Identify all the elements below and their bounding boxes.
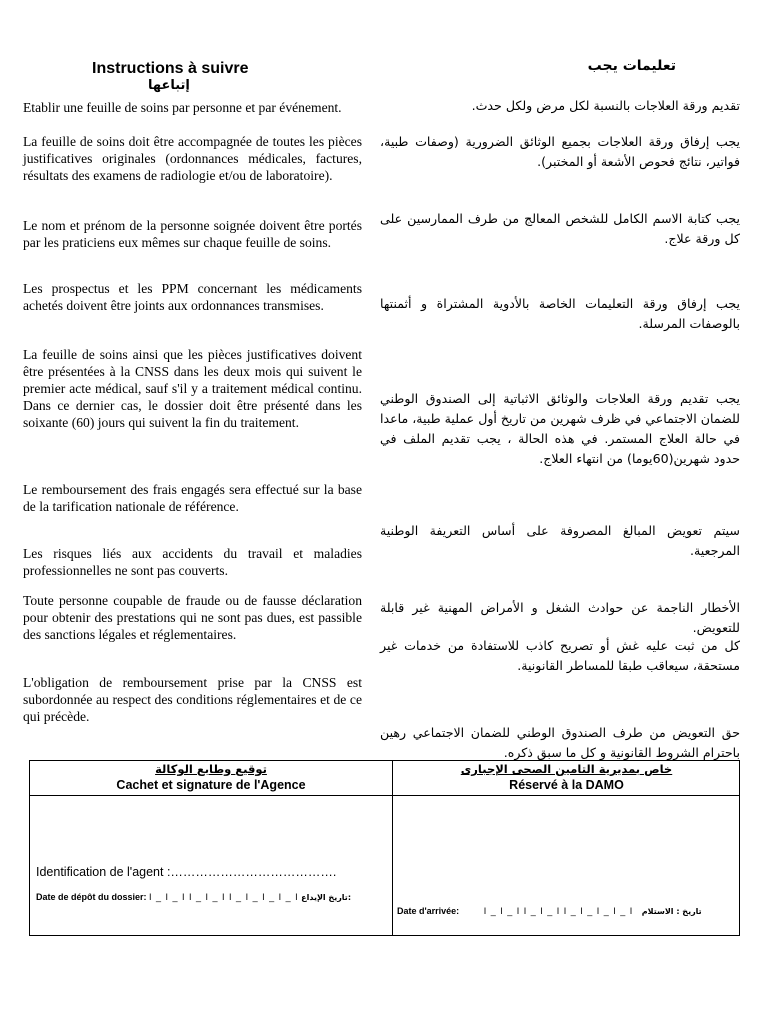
ar-instruction-8: كل من ثبت عليه غش أو تصريح كاذب للاستفادة من خدمات غير مستحقة، سيعاقب طبقا للمساطر القانونية. [380,638,740,673]
deposit-date-boxes: I _ I _ I I _ I _ I I _ I _ I _ I _ I [149,892,299,902]
ar-instruction-9: حق التعويض من طرف الصندوق الوطني للضمان الاجتماعي رهين باحترام الشروط القانونية و كل ما سبق ذكره. [380,725,740,760]
arrival-date-label: Date d'arrivée: [397,906,460,916]
fr-instruction-5: La feuille de soins ainsi que les pièces justificatives doivent être présentées à la CNSS dans les deux mois qui suivent le premier acte médical, sauf s'il y a traitement médical continu. Dans ce dernier cas, le dossier doit être présenté dans les soixante (60) jours qui suivent la fin du traitement. [23,347,362,430]
fr-instruction-1: Etablir une feuille de soins par personne et par événement. [23,100,342,115]
deposit-date-label-ar: تاريخ الإيداع: [301,893,352,902]
fr-instruction-6: Le remboursement des frais engagés sera effectué sur la base de la tarification nationale de référence. [23,482,362,514]
ar-instruction-3: يجب كتابة الاسم الكامل للشخص المعالج من طرف الممارسين على كل ورقة علاج. [380,211,740,246]
ar-instruction-4: يجب إرفاق ورقة التعليمات الخاصة بالأدوية المشتراة و أثمنتها بالوصفات المرسلة. [380,296,740,331]
fr-instruction-8: Toute personne coupable de fraude ou de fausse déclaration pour obtenir des prestations qui ne sont pas dues, est passible des sanctions légales et réglementaires. [23,593,362,642]
title-ar: تعليمات يجب [587,58,676,74]
title-fr-arabic: إتباعها [148,78,190,93]
ar-instruction-5: يجب تقديم ورقة العلاجات والوثائق الاثباتية إلى الصندوق الوطني للضمان الاجتماعي في ظرف شهرين من تاريخ أول عملية طبية، ماعدا في حالة العلاج المستمر. في هذه الحالة ، يجب تقديم الملف في حدود شهرين(60يوما) من انتهاء العلاج. [380,391,740,466]
arrival-date-label-ar: تاريخ : الاستلام [641,907,702,916]
fr-instruction-2: La feuille de soins doit être accompagnée de toutes les pièces justificatives originales (ordonnances médicales, factures, résultats des examens de radiologie et/ou de laboratoire). [23,134,362,183]
fr-instruction-7: Les risques liés aux accidents du travail et maladies professionnelles ne sont pas couverts. [23,546,362,578]
ar-instruction-2: يجب إرفاق ورقة العلاجات بجميع الوثائق الضرورية (وصفات طبية، فواتير، نتائج فحوص الأشعة أو المختبر). [380,134,740,169]
box-header-line [30,795,739,796]
ar-instruction-1: تقديم ورقة العلاجات بالنسبة لكل مرض ولكل حدث. [471,98,740,113]
agency-title-fr: Cachet et signature de l'Agence [116,778,306,792]
deposit-date-label: Date de dépôt du dossier: [36,892,147,902]
arrival-date-boxes: I _ I _ I I _ I _ I I _ I _ I _ I _ I [483,906,634,916]
agency-title-ar: توقيع وطابع الوكالة [155,762,267,776]
damo-title-fr: Réservé à la DAMO [509,778,624,792]
damo-title-ar: خاص بمديرية التامين الصحى الإجبارى [460,762,673,776]
fr-instruction-3: Le nom et prénom de la personne soignée doivent être portés par les praticiens eux mêmes sur chaque feuille de soins. [23,218,362,250]
fr-instruction-9: L'obligation de remboursement prise par la CNSS est subordonnée au respect des conditions réglementaires et de ce qui précède. [23,675,362,724]
title-fr: Instructions à suivre [92,60,249,77]
agency-form-box [29,760,740,936]
ar-instruction-7: الأخطار الناجمة عن حوادث الشغل و الأمراض المهنية غير قابلة للتعويض. [380,600,740,635]
arrival-date-field[interactable] [397,906,702,916]
fr-instruction-4: Les prospectus et les PPM concernant les médicaments achetés doivent être joints aux ordonnances transmises. [23,281,362,313]
agent-identification-field[interactable]: Identification de l'agent :…………………………………. [36,865,337,879]
ar-instruction-6: سيتم تعويض المبالغ المصروفة على أساس التعريفة الوطنية المرجعية. [380,523,740,558]
deposit-date-field[interactable] [36,892,351,902]
